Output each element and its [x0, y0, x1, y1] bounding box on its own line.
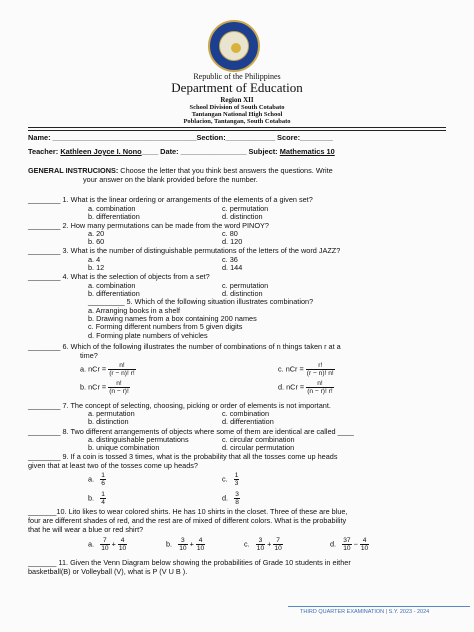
q6-b-symbol: nCr = — [88, 382, 109, 392]
q9-choice-c — [222, 472, 239, 487]
q10-c1-numerator: 3 — [256, 537, 265, 545]
q10-stem-3: that he will wear a blue or red shirt? — [28, 525, 144, 534]
q6-d-label: d. — [278, 382, 287, 392]
q10-d1-denominator: 10 — [343, 545, 351, 552]
q10-c-label: c. — [244, 539, 250, 549]
name-section-score-row: Name: ___________________________________Section:____________ Score:________ — [28, 133, 333, 142]
deped-seal-logo — [208, 20, 260, 72]
q10-d-fraction-1 — [342, 537, 351, 552]
q10-b-fraction-1 — [178, 537, 187, 552]
q6-a-numerator: n! — [108, 362, 135, 370]
q10-a-operator: + — [111, 539, 116, 549]
q6-b-label: b. — [80, 382, 89, 392]
q8-choice-c: c. circular combination — [222, 435, 295, 444]
header-rule-top — [28, 127, 446, 128]
q6-stem-1: ________ 6. Which of the following illustrates the number of combinations of n things taken r at a — [28, 342, 341, 351]
q10-a-fraction-1 — [100, 537, 109, 552]
q8-choice-b: b. unique combination — [88, 443, 160, 452]
instructions-line-1 — [28, 166, 333, 175]
q9-a-denominator: 6 — [101, 480, 105, 487]
q10-b2-denominator: 10 — [196, 545, 205, 552]
q6-a-label: a. — [80, 364, 89, 374]
q6-c-denominator: (r − n)! n! — [306, 370, 334, 377]
q9-d-fraction — [234, 491, 240, 506]
q6-stem-2: time? — [80, 351, 98, 360]
q10-d2-denominator: 10 — [360, 545, 369, 552]
q10-c2-denominator: 10 — [274, 545, 282, 552]
q3-choice-a: a. 4 — [88, 255, 101, 264]
q9-a-label: a. — [88, 474, 95, 484]
q2-choice-c: c. 80 — [222, 229, 238, 238]
q7-choice-a: a. permutation — [88, 409, 135, 418]
q10-a-label: a. — [88, 539, 95, 549]
q10-c-fraction-1 — [256, 537, 265, 552]
q10-d-operator: − — [353, 539, 358, 549]
q10-c-operator: + — [267, 539, 272, 549]
q8-stem: ________ 8. Two different arrangements of objects where some of them are identical are called ____ — [28, 427, 354, 436]
q2-choice-b: b. 60 — [88, 237, 105, 246]
q5-choice-a: a. Arranging books in a shelf — [88, 306, 181, 315]
q6-c-numerator: r! — [306, 362, 335, 370]
q6-b-fraction — [108, 380, 130, 395]
q1-choice-d: d. distinction — [222, 212, 263, 221]
q10-b-fraction-2 — [196, 537, 205, 552]
q10-a2-denominator: 10 — [118, 545, 127, 552]
q10-a-fraction-2 — [118, 537, 127, 552]
q6-choice-d — [278, 380, 334, 395]
q6-a-fraction — [108, 362, 135, 377]
q9-c-fraction — [234, 472, 240, 487]
q9-d-denominator: 8 — [235, 499, 239, 506]
q4-choice-d: d. distinction — [222, 289, 263, 298]
q3-choice-c: c. 36 — [222, 255, 238, 264]
q10-b1-numerator: 3 — [178, 537, 187, 545]
q7-choice-c: c. combination — [222, 409, 270, 418]
department-title: Department of Education — [171, 80, 303, 95]
q6-d-symbol: nCr = — [286, 382, 307, 392]
q1-choice-c: c. permutation — [222, 204, 269, 213]
q10-choice-a — [88, 537, 127, 552]
q6-choice-a — [80, 362, 136, 377]
instructions-text-2: your answer on the blank provided before the number. — [83, 175, 258, 184]
q6-a-symbol: nCr = — [88, 364, 109, 374]
q10-choice-c — [244, 537, 283, 552]
q8-choice-a: a. distinguishable permutations — [88, 435, 189, 444]
q2-choice-d: d. 120 — [222, 237, 243, 246]
q9-stem-2: given that at least two of the tosses come up heads? — [28, 461, 198, 470]
q4-choice-b: b. differentiation — [88, 289, 140, 298]
q9-c-denominator: 3 — [234, 480, 239, 487]
q10-stem-2: four are different shades of red, and the rest are of mixed of different colors. What is the probability — [28, 516, 347, 525]
q9-a-fraction — [100, 472, 106, 487]
q5-choice-d: d. Forming plate numbers of vehicles — [88, 331, 208, 340]
header-rule-bottom — [28, 130, 446, 131]
q6-b-numerator: n! — [108, 380, 130, 388]
q10-stem-1: _______10. Lito likes to wear colored shirts. He has 10 shirts in the closet. Three of these are blue, — [28, 507, 348, 516]
q10-d-fraction-2 — [360, 537, 369, 552]
instructions-title: GENERAL INSTRUCIONS: — [28, 166, 119, 175]
q3-choice-d: d. 144 — [222, 263, 243, 272]
q10-choice-b — [166, 537, 205, 552]
q6-d-fraction — [306, 380, 333, 395]
q9-d-numerator: 3 — [235, 491, 239, 498]
q4-choice-a: a. combination — [88, 281, 136, 290]
q10-b2-numerator: 4 — [196, 537, 205, 545]
q1-stem: ________ 1. What is the linear ordering or arrangements of the elements of a given set? — [28, 195, 313, 204]
q10-b1-denominator: 10 — [179, 545, 187, 552]
q7-choice-b: b. distinction — [88, 417, 129, 426]
subject-value: Mathematics 10 — [279, 147, 335, 156]
instructions-text-1: Choose the letter that you think best answers the questions. Write — [118, 166, 333, 175]
region-line: Region XII — [220, 96, 254, 104]
seal-sun-icon — [231, 43, 241, 53]
q3-choice-b: b. 12 — [88, 263, 105, 272]
q5-stem: _________ 5. Which of the following situation illustrates combination? — [88, 297, 314, 306]
q6-a-denominator: (r − n)! r! — [109, 370, 135, 377]
q10-d-label: d. — [330, 539, 337, 549]
q10-c-fraction-2 — [273, 537, 282, 552]
teacher-date-subject-row — [28, 147, 335, 156]
q6-d-denominator: (n − r)! r! — [307, 388, 333, 395]
q9-b-numerator: 1 — [101, 491, 105, 498]
q9-choice-d — [222, 491, 240, 506]
footer-rule — [288, 606, 470, 607]
q10-a1-numerator: 7 — [100, 537, 109, 545]
q9-choice-b — [88, 491, 106, 506]
q5-choice-c: c. Forming different numbers from 5 given digits — [88, 322, 243, 331]
q10-b-operator: + — [189, 539, 194, 549]
q10-d2-numerator: 4 — [360, 537, 369, 545]
q2-choice-a: a. 20 — [88, 229, 105, 238]
q6-choice-b — [80, 380, 130, 395]
teacher-name: Kathleen Joyce I. Nono — [60, 147, 142, 156]
school-line: Tantangan National High School — [191, 111, 283, 118]
q4-choice-c: c. permutation — [222, 281, 269, 290]
q11-stem-1: _______ 11. Given the Venn Diagram below showing the probabilities of Grade 10 students in either — [28, 558, 351, 567]
q3-stem: ________ 3. What is the number of distinguishable permutations of the letters of the word JAZZ? — [28, 246, 341, 255]
q1-choice-b: b. differentiation — [88, 212, 140, 221]
q9-c-label: c. — [222, 474, 228, 484]
q9-a-numerator: 1 — [101, 472, 105, 479]
q9-b-label: b. — [88, 493, 95, 503]
q1-choice-a: a. combination — [88, 204, 136, 213]
q7-stem: ________ 7. The concept of selecting, choosing, picking or order of elements is not important. — [28, 401, 331, 410]
q6-b-denominator: (n − r)! — [109, 388, 129, 395]
q9-stem-1: ________ 9. If a coin is tossed 3 times, what is the probability that all the tosses come up heads — [28, 452, 338, 461]
q9-b-fraction — [100, 491, 106, 506]
q4-stem: ________ 4. What is the selection of objects from a set? — [28, 272, 210, 281]
republic-line: Republic of the Philippines — [193, 72, 281, 81]
q6-choice-c — [278, 362, 335, 377]
q6-c-symbol: nCr = — [285, 364, 306, 374]
footer-exam-label: THIRD QUARTER EXAMINATION | S.Y. 2023 - 2024 — [300, 609, 430, 615]
q9-choice-a — [88, 472, 106, 487]
q10-b-label: b. — [166, 539, 173, 549]
date-label: ____ Date: ________________ Subject: — [141, 147, 280, 156]
q9-c-numerator: 1 — [234, 472, 239, 479]
q10-a2-numerator: 4 — [118, 537, 127, 545]
q11-stem-2: basketball(B) or Volleyball (V), what is P (V U B ). — [28, 567, 188, 576]
q10-c1-denominator: 10 — [256, 545, 265, 552]
q10-a1-denominator: 10 — [101, 545, 109, 552]
q2-stem: ________ 2. How many permutations can be made from the word PINOY? — [28, 221, 269, 230]
q6-c-label: c. — [278, 364, 286, 374]
q10-choice-d — [330, 537, 369, 552]
q6-d-numerator: n! — [306, 380, 333, 388]
teacher-label: Teacher: — [28, 147, 61, 156]
q10-d1-numerator: 37 — [343, 537, 351, 544]
address-line: Poblacion, Tantangan, South Cotabato — [183, 118, 291, 125]
q7-choice-d: d. differentiation — [222, 417, 274, 426]
q10-c2-numerator: 7 — [273, 537, 282, 545]
q5-choice-b: b. Drawing names from a box containing 200 names — [88, 314, 257, 323]
q8-choice-d: d. circular permutation — [222, 443, 295, 452]
q9-d-label: d. — [222, 493, 229, 503]
division-line: School Division of South Cotabato — [189, 104, 285, 111]
q9-b-denominator: 4 — [101, 499, 105, 506]
q6-c-fraction — [306, 362, 335, 377]
